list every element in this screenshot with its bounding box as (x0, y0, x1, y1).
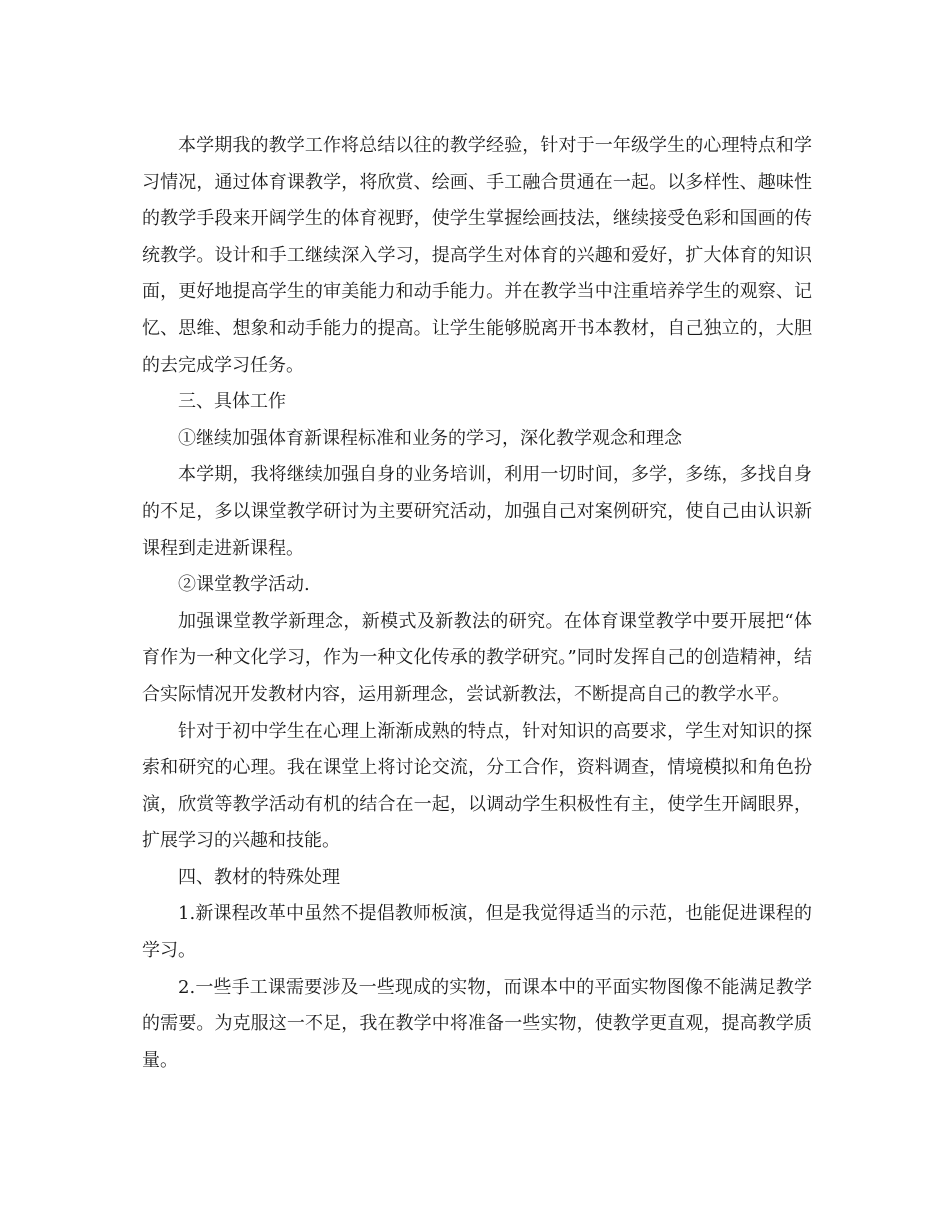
heading-material-handling: 四、教材的特殊处理 (178, 866, 340, 888)
paragraph-new-methods: 加强课堂教学新理念，新模式及新教法的研究。在体育课堂教学中要开展把“体育作为一种文化学习，作为一种文化传承的教学研究。”同时发挥自己的创造精神，结合实际情况开发教材内容，运用新理念，尝试新教法，不断提高自己的教学水平。 (142, 610, 812, 705)
paragraph-self-training: 本学期，我将继续加强自身的业务培训，利用一切时间，多学，多练，多找自身的不足，多以课堂教学研讨为主要研究活动，加强自己对案例研究，使自己由认识新课程到走进新课程。 (142, 464, 812, 559)
paragraph-student-psychology: 针对于初中学生在心理上渐渐成熟的特点，针对知识的高要求，学生对知识的探索和研究的心理。我在课堂上将讨论交流，分工合作，资料调查，情境模拟和角色扮演，欣赏等教学活动有机的结合在一起，以调动学生积极性有主，使学生开阔眼界，扩展学习的兴趣和技能。 (142, 720, 812, 852)
paragraph-intro: 本学期我的教学工作将总结以往的教学经验，针对于一年级学生的心理特点和学习情况，通过体育课教学，将欣赏、绘画、手工融合贯通在一起。以多样性、趣味性的教学手段来开阔学生的体育视野，使学生掌握绘画技法，继续接受色彩和国画的传统教学。设计和手工继续深入学习，提高学生对体育的兴趣和爱好，扩大体育的知识面，更好地提高学生的审美能力和动手能力。并在教学当中注重培养学生的观察、记忆、思维、想象和动手能力的提高。让学生能够脱离开书本教材，自己独立的，大胆的去完成学习任务。 (142, 135, 812, 376)
list-item-real-objects: 2.一些手工课需要涉及一些现成的实物，而课本中的平面实物图像不能满足教学的需要。为克服这一不足，我在教学中将准备一些实物，使教学更直观，提高教学质量。 (142, 976, 812, 1071)
subheading-curriculum-study: ①继续加强体育新课程标准和业务的学习，深化教学观念和理念 (178, 427, 682, 449)
heading-specific-work: 三、具体工作 (178, 391, 286, 413)
list-item-demonstration: 1.新课程改革中虽然不提倡教师板演，但是我觉得适当的示范，也能促进课程的学习。 (142, 903, 812, 962)
subheading-classroom-activities: ②课堂教学活动. (178, 574, 310, 596)
document-body (142, 128, 812, 1079)
